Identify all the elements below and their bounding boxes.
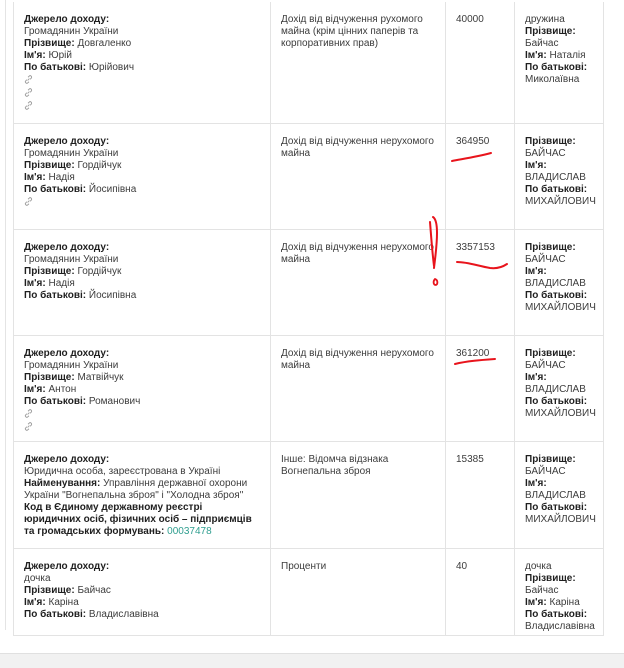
name-value: Надія [48,277,75,289]
recipient-patronymic-label: По батькові: [525,608,588,620]
name-label: Ім'я: [24,277,46,289]
org-name-label: Найменування: [24,477,101,489]
amount-cell [446,548,515,635]
recipient-name: ВЛАДИСЛАВ [525,171,586,183]
recipient-patronymic: Владиславівна [525,620,595,632]
recipient-patronymic-label: По батькові: [525,289,588,301]
table-row [14,123,604,229]
link-icon[interactable] [24,88,34,100]
name-label: Ім'я: [24,171,46,183]
recipient-surname-label: Прізвище: [525,241,576,253]
recipient-name-label: Ім'я: [525,50,547,61]
income-type: Дохід від відчуження нерухомого майна [281,347,434,371]
recipient-surname: БАЙЧАС [525,359,566,371]
recipient-name-label: Ім'я: [525,371,547,383]
recipient-surname: БАЙЧАС [525,147,566,159]
recipient-name-label: Ім'я: [525,477,547,489]
income-type: Дохід від відчуження нерухомого майна [281,241,434,265]
name-value: Юрій [48,50,72,61]
patronymic-label: По батькові: [24,289,87,301]
edrpou-label: Код в Єдиному державному реєстрі юридичних осіб, фізичних осіб – підприємців та громадських формувань: [24,501,252,537]
amount-cell [446,2,515,123]
income-type: Дохід від відчуження нерухомого майна [281,135,434,159]
name-label: Ім'я: [24,596,46,608]
table-row [14,2,604,123]
source-label: Джерело доходу: [24,560,110,572]
name-value: Надія [48,171,75,183]
recipient-cell [515,335,604,441]
name-label: Ім'я: [24,50,46,61]
page-left-border [5,0,6,630]
recipient-cell [515,548,604,635]
source-label: Джерело доходу: [24,453,110,465]
patronymic-value: Юрійович [88,62,135,73]
table-row [14,548,604,635]
recipient-name: ВЛАДИСЛАВ [525,277,586,289]
income-type-cell [271,123,446,229]
patronymic-label: По батькові: [24,183,87,195]
recipient-surname: Байчас [525,584,559,596]
recipient-patronymic: МИХАЙЛОВИЧ [525,513,596,525]
horizontal-scrollbar[interactable] [0,653,624,668]
source-label: Джерело доходу: [24,241,110,253]
link-icon[interactable] [24,101,34,113]
recipient-patronymic: МИХАЙЛОВИЧ [525,407,596,419]
recipient-cell [515,441,604,548]
income-source-cell [14,441,271,548]
source-label: Джерело доходу: [24,347,110,359]
recipient-cell [515,229,604,335]
patronymic-value: Йосипівна [88,289,137,301]
edrpou-link[interactable]: 00037478 [167,525,212,537]
recipient-name: Наталія [549,50,586,61]
source-label: Джерело доходу: [24,14,110,25]
link-icon[interactable] [24,75,34,87]
surname-value: Матвійчук [77,371,124,383]
recipient-patronymic-label: По батькові: [525,395,588,407]
table-row [14,335,604,441]
patronymic-value: Йосипівна [88,183,137,195]
income-source-cell [14,2,271,123]
income-source-cell [14,229,271,335]
surname-label: Прізвище: [24,584,75,596]
income-type-cell [271,229,446,335]
table-row [14,229,604,335]
income-source-cell [14,123,271,229]
link-icon[interactable] [24,422,34,434]
amount-cell [446,441,515,548]
recipient-patronymic-label: По батькові: [525,501,588,513]
name-label: Ім'я: [24,383,46,395]
patronymic-value: Романович [88,395,141,407]
surname-label: Прізвище: [24,371,75,383]
patronymic-label: По батькові: [24,395,87,407]
recipient-cell [515,123,604,229]
link-icon[interactable] [24,197,34,209]
source-type: Громадянин України [24,359,119,371]
patronymic-label: По батькові: [24,608,87,620]
amount-value: 361200 [456,347,490,359]
income-type-cell [271,335,446,441]
recipient-surname-label: Прізвище: [525,347,576,359]
amount-value: 15385 [456,453,484,465]
recipient-name-label: Ім'я: [525,159,547,171]
name-value: Антон [48,383,77,395]
recipient-name: Каріна [549,596,580,608]
income-type: Інше: Відомча відзнака Вогнепальна зброя [281,453,389,477]
recipient-patronymic-label: По батькові: [525,183,588,195]
surname-value: Гордійчук [77,265,122,277]
income-type: Проценти [281,560,327,572]
income-type-cell [271,441,446,548]
amount-value: 40000 [456,14,484,25]
source-label: Джерело доходу: [24,135,110,147]
recipient-cell [515,2,604,123]
income-type: Дохід від відчуження рухомого майна (крім цінних паперів та корпоративних прав) [281,14,423,49]
recipient-surname-label: Прізвище: [525,26,576,37]
surname-value: Байчас [77,584,111,596]
source-type: Юридична особа, зареєстрована в Україні [24,465,221,477]
name-value: Каріна [48,596,79,608]
recipient-patronymic-label: По батькові: [525,62,588,73]
recipient-patronymic: Миколаївна [525,74,580,85]
amount-cell [446,229,515,335]
amount-value: 364950 [456,135,490,147]
income-type-cell [271,2,446,123]
surname-label: Прізвище: [24,159,75,171]
recipient-surname-label: Прізвище: [525,135,576,147]
income-source-cell [14,335,271,441]
recipient-patronymic: МИХАЙЛОВИЧ [525,195,596,207]
recipient-name-label: Ім'я: [525,596,547,608]
source-type: дочка [24,572,51,584]
source-type: Громадянин України [24,26,119,37]
income-table [13,2,604,636]
surname-label: Прізвище: [24,265,75,277]
source-type: Громадянин України [24,147,119,159]
source-type: Громадянин України [24,253,119,265]
income-type-cell [271,548,446,635]
surname-value: Гордійчук [77,159,122,171]
patronymic-value: Владиславівна [88,608,159,620]
recipient-name: ВЛАДИСЛАВ [525,383,586,395]
patronymic-label: По батькові: [24,62,87,73]
recipient-name: ВЛАДИСЛАВ [525,489,586,501]
amount-cell [446,123,515,229]
table-row [14,441,604,548]
recipient-relation: дочка [525,560,552,572]
surname-value: Довгаленко [77,38,132,49]
amount-value: 40 [456,560,468,572]
recipient-surname-label: Прізвище: [525,453,576,465]
link-icon[interactable] [24,409,34,421]
income-source-cell [14,548,271,635]
recipient-surname: Байчас [525,38,559,49]
amount-cell [446,335,515,441]
org-name-value: Управління державної охорони України "Вогнепальна зброя" і "Холодна зброя" [24,477,248,501]
amount-value: 3357153 [456,241,495,253]
recipient-surname: БАЙЧАС [525,253,566,265]
surname-label: Прізвище: [24,38,75,49]
recipient-surname: БАЙЧАС [525,465,566,477]
recipient-patronymic: МИХАЙЛОВИЧ [525,301,596,313]
recipient-name-label: Ім'я: [525,265,547,277]
recipient-relation: дружина [525,14,565,25]
recipient-surname-label: Прізвище: [525,572,576,584]
